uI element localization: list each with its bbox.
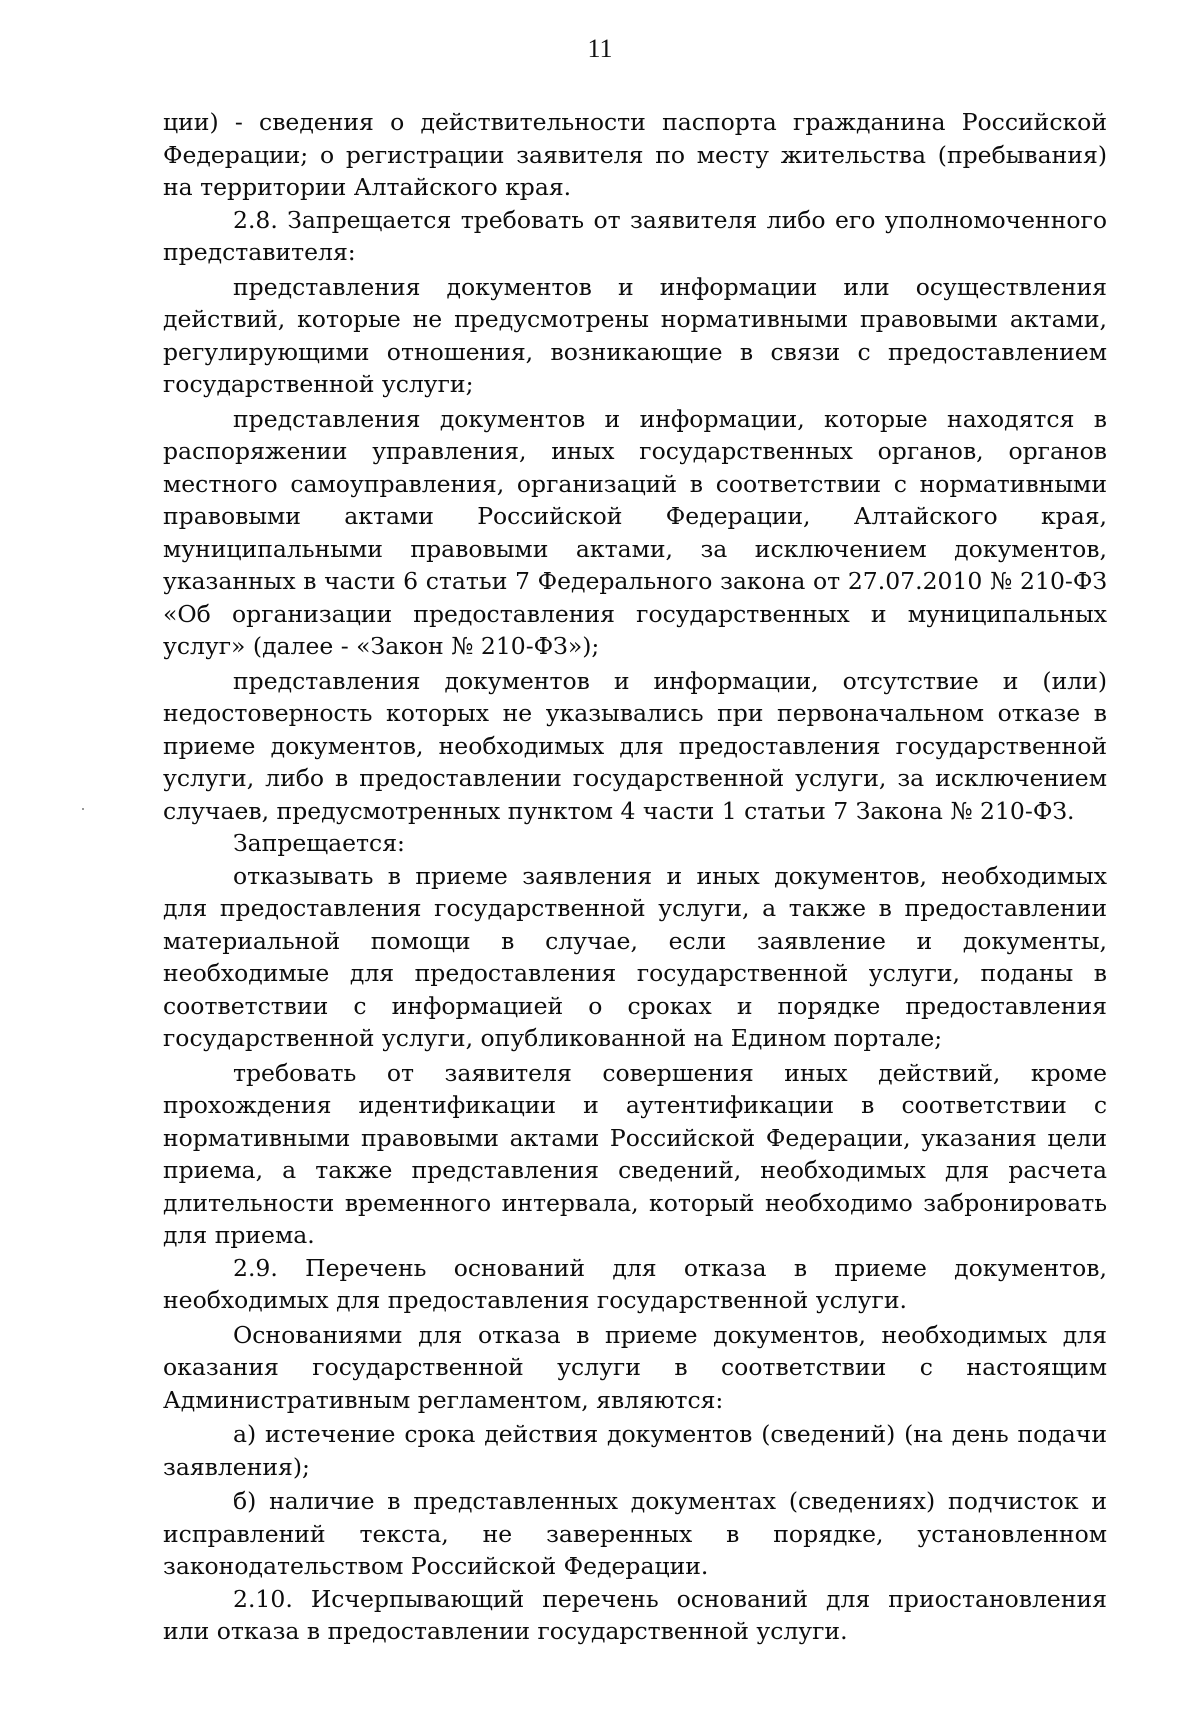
scan-artifact: [82, 808, 84, 810]
paragraph-prohibited-heading: Запрещается:: [233, 829, 405, 857]
paragraph-list-item-a: а) истечение срока действия документов (сведений) (на день подачи заявления);: [163, 1420, 1107, 1481]
paragraph-item: представления документов и информации, отсутствие и (или) недостоверность которых не указывались при первоначальном отказе в приеме документов, необходимых для предоставления государственной услуги, либо в предоставлении государственной услуги, за исключением случаев, предусмотренных пунктом 4 части 1 статьи 7 Закона № 210-ФЗ.: [163, 666, 1107, 825]
paragraph-item: отказывать в приеме заявления и иных документов, необходимых для предоставления государственной услуги, а также в предоставлении материальной помощи в случае, если заявление и документы, необходимые для предоставления государственной услуги, поданы в соответствии с информацией о сроках и порядке предоставления государственной услуги, опубликованной на Едином портале;: [163, 861, 1107, 1052]
paragraph-list-item-b: б) наличие в представленных документах (сведениях) подчисток и исправлений текста, не заверенных в порядке, установленном законодательством Российской Федерации.: [163, 1487, 1107, 1580]
paragraph-item: представления документов и информации или осуществления действий, которые не предусмотрены нормативными правовыми актами, регулирующими отношения, возникающие в связи с предоставлением государственной услуги;: [163, 272, 1107, 398]
page-number: 11: [587, 34, 613, 63]
paragraph-section-2-9: 2.9. Перечень оснований для отказа в приеме документов, необходимых для предоставления государственной услуги.: [163, 1253, 1107, 1314]
paragraph-item: представления документов и информации, которые находятся в распоряжении управления, иных государственных органов, органов местного самоуправления, организаций в соответствии с нормативными правовыми актами Российской Федерации, Алтайского края, муниципальными правовыми актами, за исключением документов, указанных в части 6 статьи 7 Федерального закона от 27.07.2010 № 210-ФЗ «Об организации предоставления государственных и муниципальных услуг» (далее - «Закон № 210-ФЗ»);: [163, 404, 1107, 660]
document-body: [163, 106, 1107, 1648]
paragraph-item: требовать от заявителя совершения иных действий, кроме прохождения идентификации и аутентификации в соответствии с нормативными правовыми актами Российской Федерации, указания цели приема, а также представления сведений, необходимых для расчета длительности временного интервала, который необходимо забронировать для приема.: [163, 1058, 1107, 1249]
paragraph-section-2-8: 2.8. Запрещается требовать от заявителя либо его уполномоченного представителя:: [163, 205, 1107, 266]
paragraph-continuation: ции) - сведения о действительности паспорта гражданина Российской Федерации; о регистрации заявителя по месту жительства (пребывания) на территории Алтайского края.: [163, 108, 1107, 201]
paragraph-section-2-10: 2.10. Исчерпывающий перечень оснований для приостановления или отказа в предоставлении государственной услуги.: [163, 1584, 1107, 1645]
paragraph-item: Основаниями для отказа в приеме документов, необходимых для оказания государственной услуги в соответствии с настоящим Административным регламентом, являются:: [163, 1320, 1107, 1414]
